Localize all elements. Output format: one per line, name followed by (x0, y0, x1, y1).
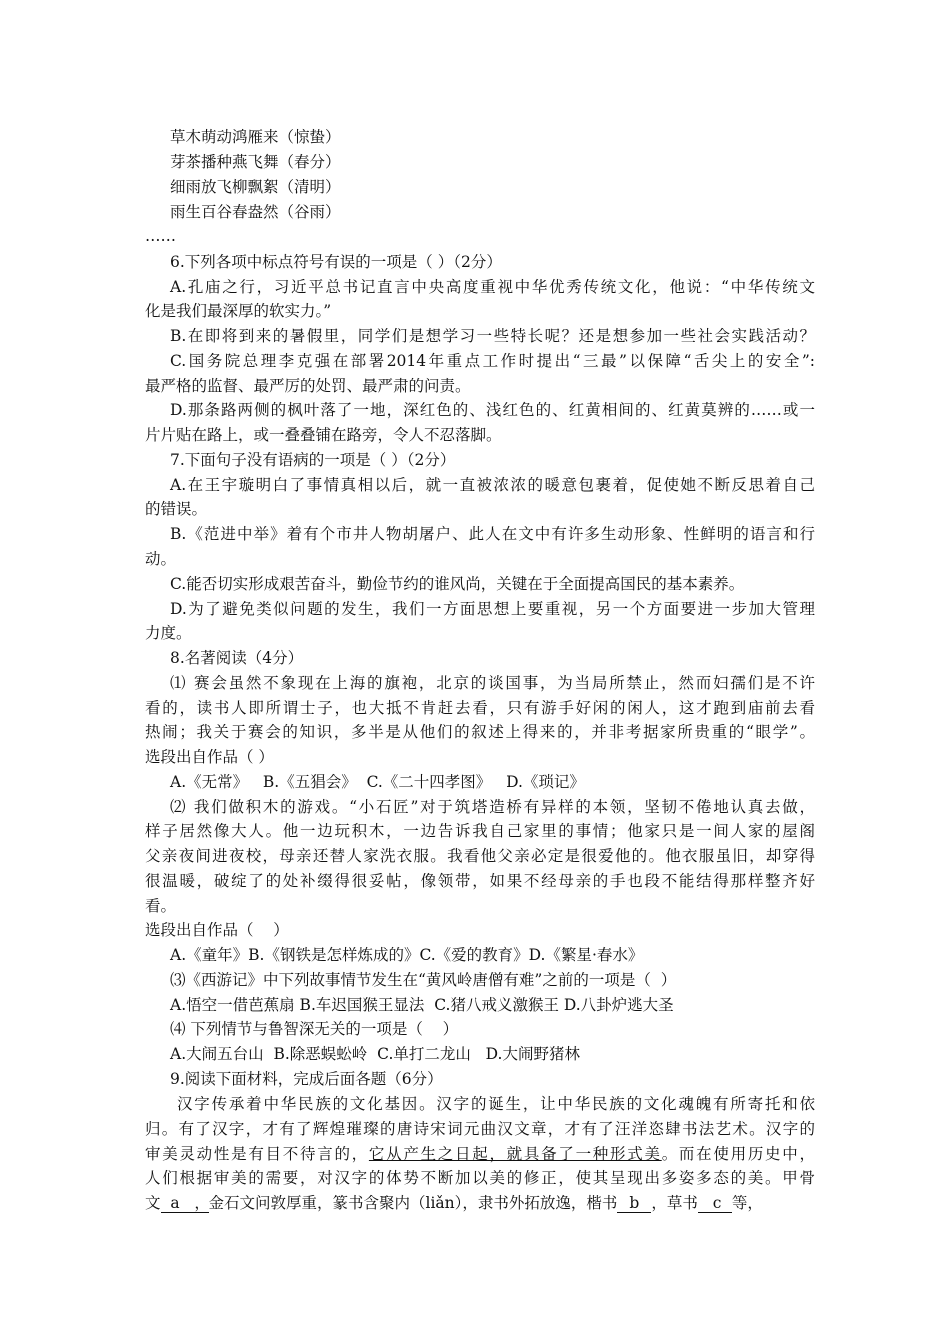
poem-line-3: 细雨放飞柳飘絮（清明） (170, 178, 341, 196)
q9-passage-line4: 人们根据审美的需要，对汉字的体势不断加以美的修正，使其呈现出多姿多态的美。甲骨 (145, 1169, 815, 1187)
q7-option-b: B.《范进中举》着有个市井人物胡屠户、此人在文中有许多生动形象、性鲜明的语言和行 (170, 525, 815, 543)
q8-part2-line5: 看。 (145, 897, 177, 915)
q8-part2-line1: ⑵ 我们做积木的游戏。“小石匠”对于筑塔造桥有异样的本领，坚韧不倦地认真去做， (170, 798, 815, 816)
q7-option-d: D.为了避免类似问题的发生，我们一方面思想上要重视，另一个方面要进一步加大管理 (170, 600, 815, 618)
q9-passage-line3-start: 审美灵动性是有目不待言的， (145, 1145, 369, 1163)
q9-passage-line3 (145, 1144, 815, 1164)
q7-option-b-cont: 动。 (145, 550, 177, 568)
q9-line5-end: 等， (731, 1194, 763, 1212)
q7-option-c: C.能否切实形成艰苦奋斗，勤俭节约的谁风尚，关键在于全面提高国民的基本素养。 (170, 575, 745, 593)
q6-option-c: C.国务院总理李克强在部署2014年重点工作时提出“三最”以保障“舌尖上的安全”: (170, 352, 815, 370)
q6-option-a-cont: 化是我们最深厚的软实力。” (145, 302, 332, 320)
q9-line5-start: 文 (145, 1194, 161, 1212)
q6-option-b: B.在即将到来的暑假里，同学们是想学习一些特长呢？还是想参加一些社会实践活动？ (170, 327, 815, 345)
q8-part4: ⑷ 下列情节与鲁智深无关的一项是（ ） (170, 1020, 459, 1038)
blank-c: c (697, 1194, 737, 1212)
q8-part2-line3: 父亲夜间进夜校，母亲还替人家洗衣服。我看他父亲必定是很爱他的。他衣服虽旧，却穿得 (145, 847, 815, 865)
q7-option-a-cont: 的错误。 (145, 500, 208, 518)
q6-option-a: A.孔庙之行，习近平总书记直言中央高度重视中华优秀传统文化，他说：“中华传统文 (170, 278, 815, 296)
poem-line-1: 草木萌动鸿雁来（惊蛰） (170, 128, 341, 146)
q7-stem: 7.下面句子没有语病的一项是（ ）（2分） (170, 451, 456, 469)
q8-part4-options: A.大闹五台山 B.除恶蜈蚣岭 C.单打二龙山 D.大闹野猪林 (170, 1045, 580, 1063)
blank-b: b (617, 1194, 651, 1213)
q8-part1-line3: 热闹；我关于赛会的知识，多半是从他们的叙述上得来的，并非考据家所贵重的“眼学”。 (145, 723, 815, 741)
q8-part1-line1: ⑴ 赛会虽然不象现在上海的旗袍，北京的谈国事，为当局所禁止，然而妇孺们是不许 (170, 674, 815, 692)
q9-line5-middle: 金石文问敦厚重，篆书含聚内（liǎn），隶书外拓放逸，楷书 (208, 1194, 618, 1212)
q9-stem: 9.阅读下面材料，完成后面各题（6分） (170, 1070, 443, 1088)
blank-a: a ， (160, 1194, 210, 1212)
ellipsis: …… (145, 227, 176, 245)
q8-part3: ⑶《西游记》中下列故事情节发生在“黄风岭唐僧有难”之前的一项是（ ） (170, 971, 677, 989)
q8-part1-line2: 看的，读书人即所谓士子，也大抵不肯赶去看，只有游手好闲的闲人，这才跑到庙前去看 (145, 699, 815, 717)
q7-option-d-cont: 力度。 (145, 624, 192, 642)
q8-part3-options: A.悟空一借芭蕉扇 B.车迟国猴王显法 C.猪八戒义激猴王 D.八卦炉逃大圣 (170, 996, 674, 1014)
q8-part2-options: A.《童年》B.《钢铁是怎样炼成的》C.《爱的教育》D.《繁星·春水》 (170, 946, 644, 964)
q9-passage-line2: 归。有了汉字，才有了辉煌璀璨的唐诗宋词元曲汉文章，才有了汪洋恣肆书法艺术。汉字的 (145, 1120, 815, 1138)
q8-stem: 8.名著阅读（4分） (170, 649, 304, 667)
q6-option-d: D.那条路两侧的枫叶落了一地，深红色的、浅红色的、红黄相间的、红黄莫辨的……或一 (170, 401, 815, 419)
q6-option-c-cont: 最严格的监督、最严厉的处罚、最严肃的问责。 (145, 377, 471, 395)
q9-passage-line1: 汉字传承着中华民族的文化基因。汉字的诞生，让中华民族的文化魂魄有所寄托和依 (177, 1095, 815, 1113)
underlined-sentence: 它从产生之日起，就具备了一种形式美 (368, 1145, 662, 1163)
q8-part2-line2: 样子居然像大人。他一边玩积木，一边告诉我自己家里的事情；他家只是一间人家的屋阁 (145, 822, 815, 840)
q6-stem: 6.下列各项中标点符号有误的一项是（ ）（2分） (170, 253, 502, 271)
q8-part1-options: A.《无常》 B.《五猖会》 C.《二十四孝图》 D.《琐记》 (170, 773, 585, 791)
poem-line-2: 芽茶播种燕飞舞（春分） (170, 153, 341, 171)
q9-passage-line5 (145, 1193, 815, 1213)
q8-part2-question: 选段出自作品（ ） (145, 921, 289, 939)
q8-part2-line4: 很温暖，破绽了的处补缀得很妥帖，像领带，如果不经母亲的手也段不能结得那样整齐好 (145, 872, 815, 890)
poem-line-4: 雨生百谷春盎然（谷雨） (170, 203, 341, 221)
q8-part1-question: 选段出自作品（ ） (145, 748, 274, 766)
q7-option-a: A.在王宇璇明白了事情真相以后，就一直被浓浓的暖意包裹着，促使她不断反思着自己 (170, 476, 815, 494)
q9-line5-cursive: ，草书 (651, 1194, 698, 1212)
q6-option-d-cont: 片片贴在路上，或一叠叠铺在路旁，令人不忍落脚。 (145, 426, 502, 444)
q9-passage-line3-end: 。而在使用历史中， (661, 1145, 815, 1163)
